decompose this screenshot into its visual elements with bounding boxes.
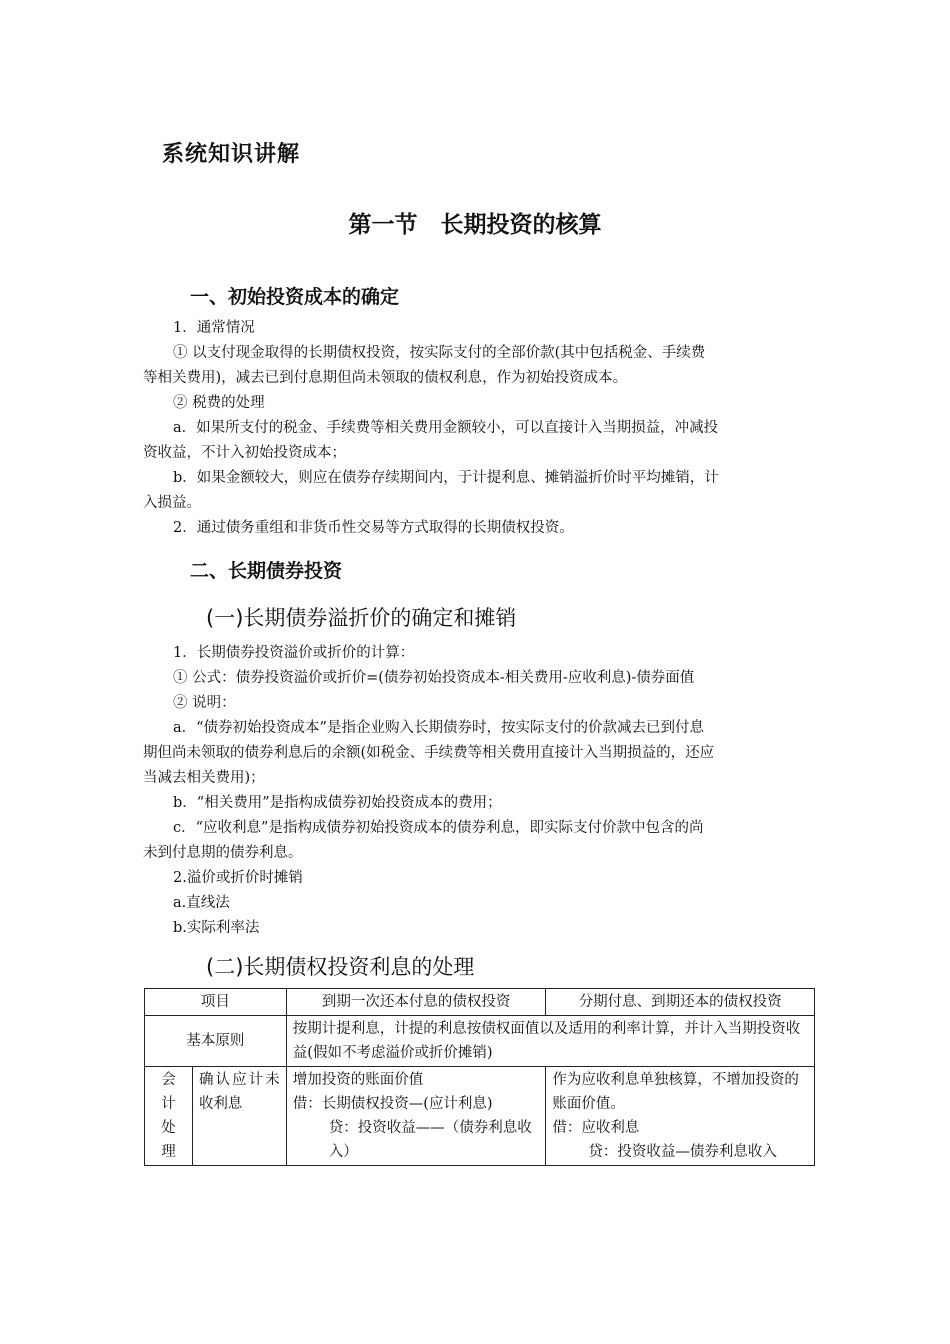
table-header-cell: 到期一次还本付息的债权投资 bbox=[286, 989, 546, 1016]
part1-body bbox=[143, 316, 811, 541]
accounting-char: 处 bbox=[161, 1120, 176, 1136]
paragraph-line: ② 说明： bbox=[173, 695, 236, 711]
basic-principle-text: 按期计提利息，计提的利息按债权面值以及适用的利率计算，并计入当期投资收益(假如不考虑溢价或折价摊销) bbox=[286, 1016, 814, 1067]
table-row bbox=[145, 1016, 815, 1067]
cell-line: 借：应收利息 bbox=[552, 1120, 640, 1136]
table-header-cell: 项目 bbox=[145, 989, 287, 1016]
part2-sub1-heading: (一)长期债券溢折价的确定和摊销 bbox=[206, 606, 517, 630]
paragraph-line: 1．长期债券投资溢价或折价的计算： bbox=[173, 645, 415, 661]
lump-sum-treatment bbox=[286, 1067, 546, 1166]
accounting-char: 计 bbox=[161, 1096, 176, 1112]
part2-body bbox=[143, 641, 811, 941]
accounting-char: 会 bbox=[161, 1072, 176, 1088]
paragraph-line: a．如果所支付的税金、手续费等相关费用金额较小，可以直接计入当期损益，冲减投 bbox=[173, 420, 719, 436]
paragraph-line: a．“债券初始投资成本”是指企业购入长期债券时，按实际支付的价款减去已到付息 bbox=[173, 720, 704, 736]
basic-principle-label: 基本原则 bbox=[145, 1016, 287, 1067]
cell-line: 增加投资的账面价值 bbox=[292, 1072, 424, 1088]
cell-line: 贷：投资收益——（债券利息收入） bbox=[328, 1120, 532, 1160]
accounting-char: 理 bbox=[161, 1144, 176, 1160]
cell-line: 作为应收利息单独核算，不增加投资的账面价值。 bbox=[552, 1072, 799, 1112]
paragraph-line: ② 税费的处理 bbox=[173, 395, 265, 411]
part1-heading: 一、初始投资成本的确定 bbox=[190, 286, 400, 308]
paragraph-line: b．如果金额较大，则应在债券存续期间内，于计提利息、摊销溢折价时平均摊销，计 bbox=[173, 470, 719, 486]
paragraph-line: 入损益。 bbox=[143, 495, 201, 511]
paragraph-line: 当减去相关费用)； bbox=[143, 770, 265, 786]
paragraph-line: c．“应收利息”是指构成债券初始投资成本的债券利息，即实际支付价款中包含的尚 bbox=[173, 820, 704, 836]
table-row bbox=[145, 1067, 815, 1166]
paragraph-line: 资收益，不计入初始投资成本； bbox=[143, 445, 346, 461]
periodic-treatment bbox=[546, 1067, 815, 1166]
interest-table bbox=[144, 988, 815, 1166]
paragraph-line: 2.溢价或折价时摊销 bbox=[173, 870, 303, 886]
accounting-treatment-label bbox=[145, 1067, 193, 1166]
part2-heading: 二、长期债券投资 bbox=[190, 560, 343, 582]
paragraph-line: b．“相关费用”是指构成债券初始投资成本的费用； bbox=[173, 795, 502, 811]
cell-line: 贷：投资收益—债券利息收入 bbox=[588, 1144, 777, 1160]
paragraph-line: 未到付息期的债券利息。 bbox=[143, 845, 303, 861]
intro-title: 系统知识讲解 bbox=[162, 142, 301, 167]
paragraph-line: ① 公式：债券投资溢价或折价=(债券初始投资成本-相关费用-应收利息)-债券面值 bbox=[173, 670, 695, 686]
paragraph-line: b.实际利率法 bbox=[173, 920, 260, 936]
confirm-interest-label: 确认应计未收利息 bbox=[192, 1067, 286, 1166]
section-title: 第一节 长期投资的核算 bbox=[348, 212, 602, 238]
cell-line: 借：长期债权投资—(应计利息) bbox=[292, 1096, 493, 1112]
paragraph-line: 等相关费用)，减去已到付息期但尚未领取的债权利息，作为初始投资成本。 bbox=[143, 370, 628, 386]
table-header-cell: 分期付息、到期还本的债权投资 bbox=[546, 989, 815, 1016]
paragraph-line: 2．通过债务重组和非货币性交易等方式取得的长期债权投资。 bbox=[173, 520, 574, 536]
part2-sub2-heading: (二)长期债权投资利息的处理 bbox=[206, 955, 475, 979]
paragraph-line: 期但尚未领取的债券利息后的余额(如税金、手续费等相关费用直接计入当期损益的，还应 bbox=[143, 745, 715, 761]
table-header-row bbox=[145, 989, 815, 1016]
paragraph-line: ① 以支付现金取得的长期债权投资，按实际支付的全部价款(其中包括税金、手续费 bbox=[173, 345, 706, 361]
paragraph-line: 1．通常情况 bbox=[173, 320, 255, 336]
paragraph-line: a.直线法 bbox=[173, 895, 230, 911]
